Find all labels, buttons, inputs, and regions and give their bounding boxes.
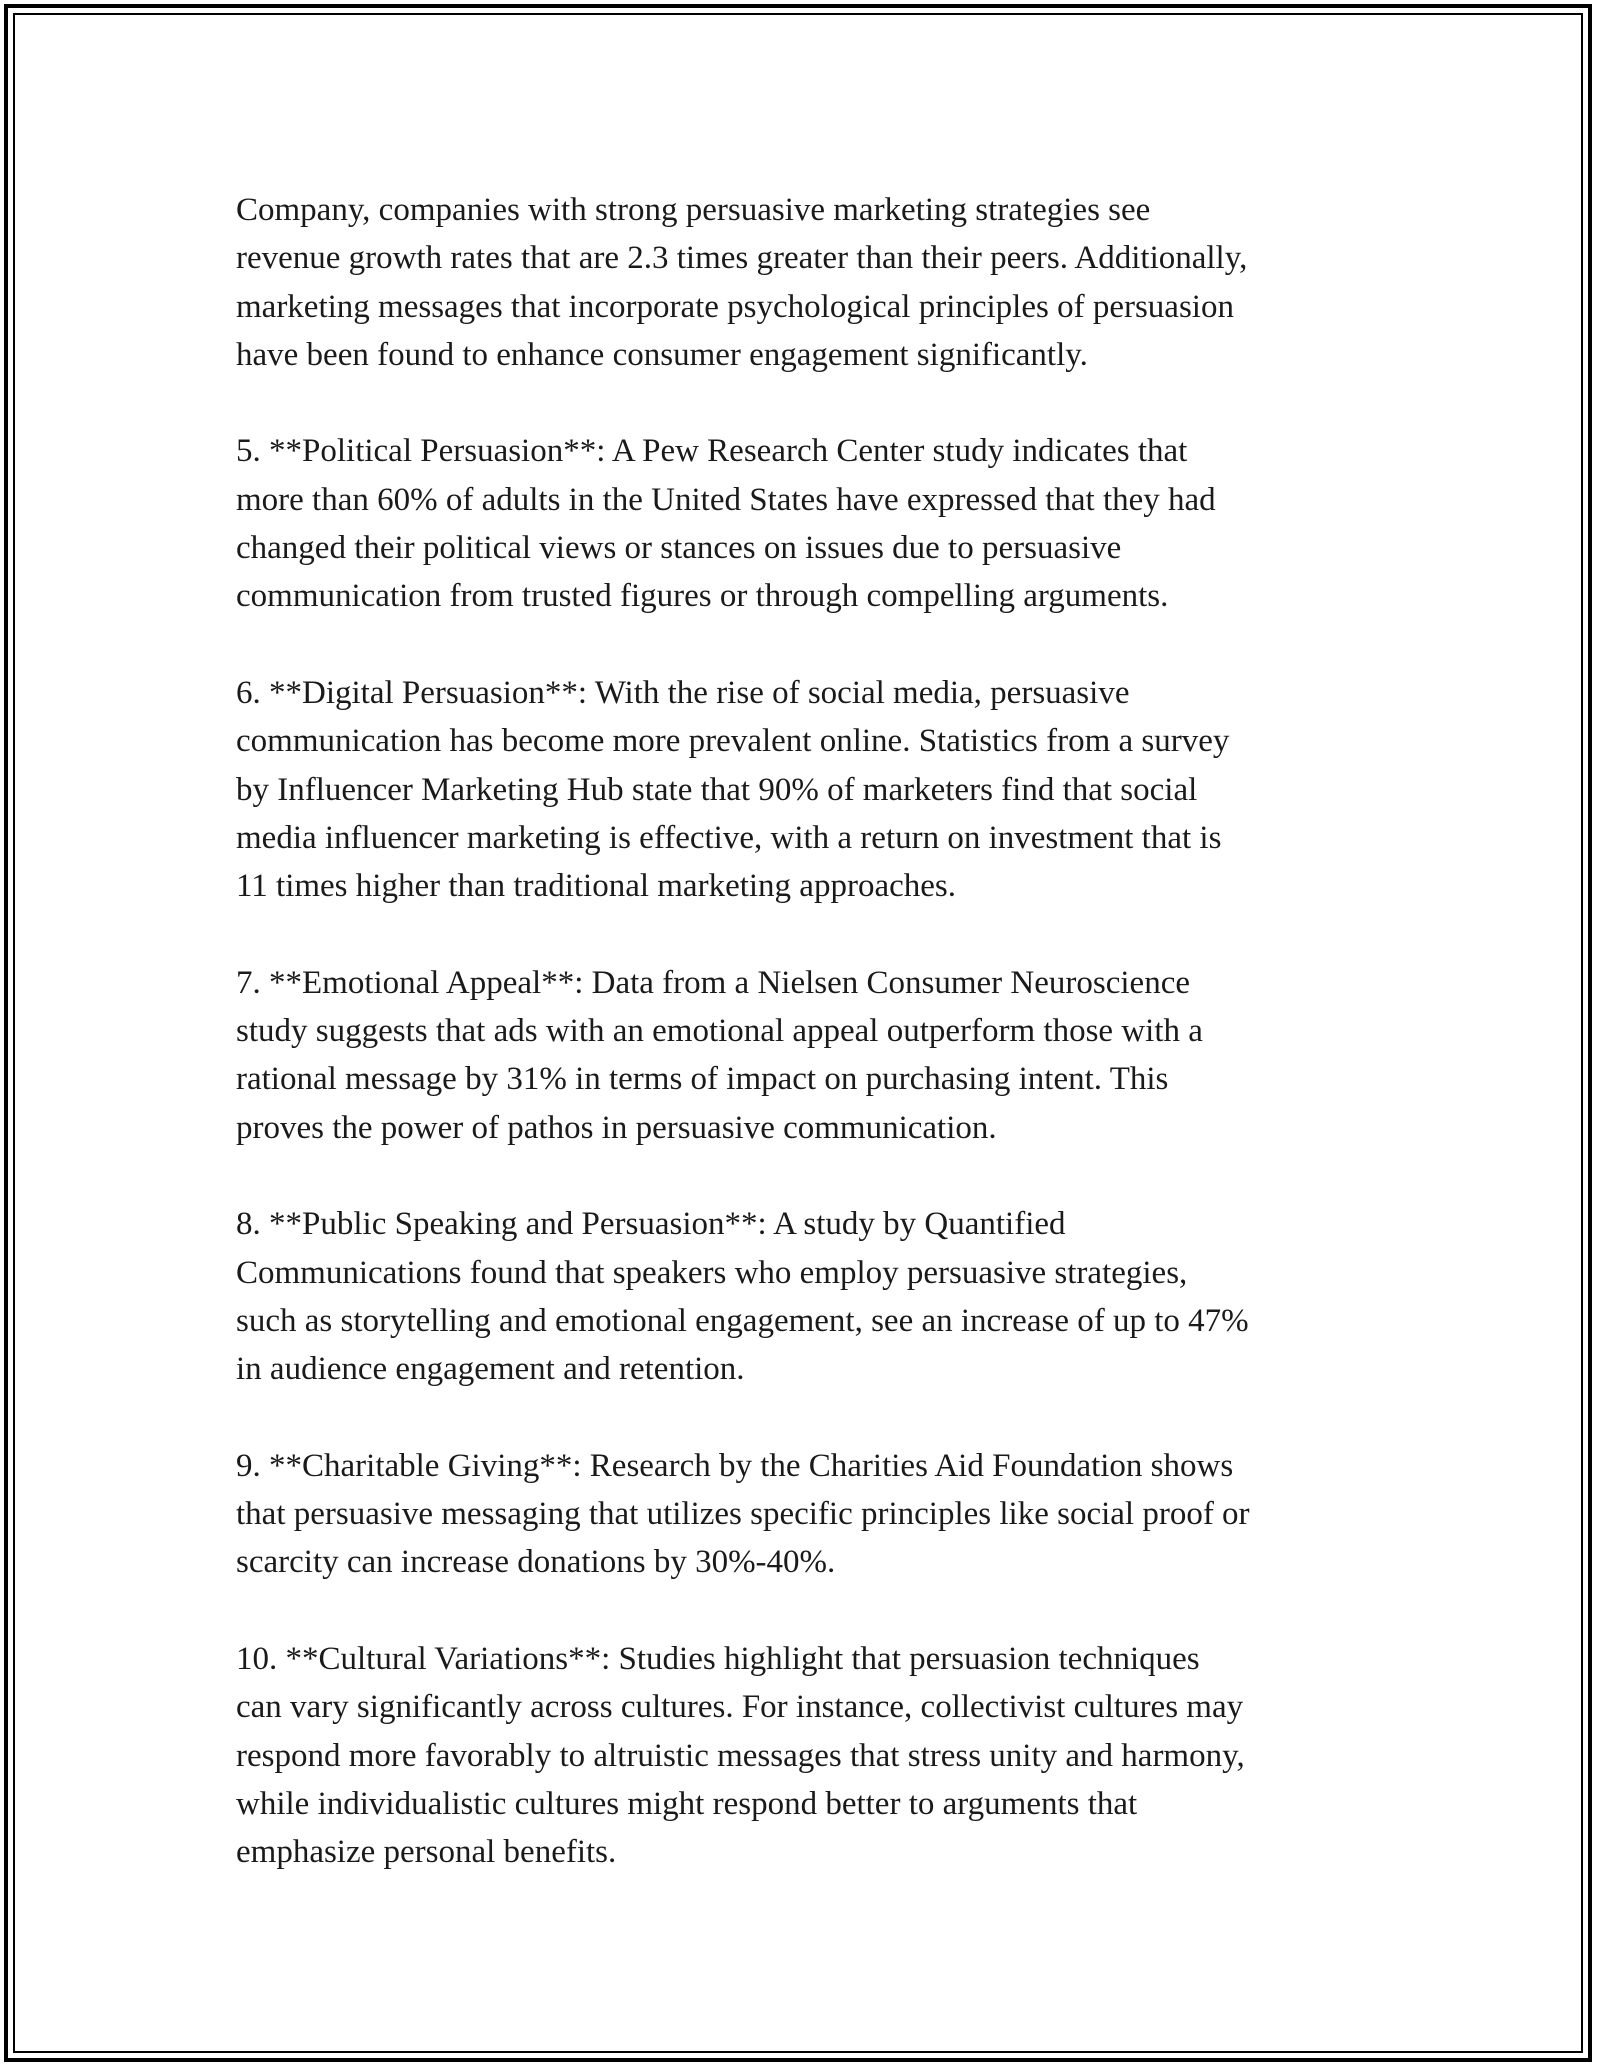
paragraph-public-speaking: 8. **Public Speaking and Persuasion**: A study by Quantified Communications found that speakers who employ persuasive strategies, such as storytelling and emotional engagement, see an increase of up to 47% in audience engagement and retention. (236, 1206, 1249, 1388)
paragraph-charitable-giving: 9. **Charitable Giving**: Research by the Charities Aid Foundation shows that persuasive messaging that utilizes specific principles like social proof or scarcity can increase donations by 30%-40%. (236, 1447, 1250, 1581)
paragraph-digital-persuasion: 6. **Digital Persuasion**: With the rise of social media, persuasive communication has become more prevalent online. Statistics from a survey by Influencer Marketing Hub state that 90% of marketers find that social media influencer marketing is effective, with a return on investment that is 11 times higher than traditional marketing approaches. (236, 674, 1230, 905)
document-body (236, 186, 1386, 1876)
paragraph-cultural-variations: 10. **Cultural Variations**: Studies highlight that persuasion techniques can vary significantly across cultures. For instance, collectivist cultures may respond more favorably to altruistic messages that stress unity and harmony, while individualistic cultures might respond better to arguments that emphasize personal benefits. (236, 1640, 1245, 1871)
paragraph-political-persuasion: 5. **Political Persuasion**: A Pew Research Center study indicates that more than 60% of adults in the United States have expressed that they had changed their political views or stances on issues due to persuasive communication from trusted figures or through compelling arguments. (236, 433, 1216, 615)
paragraph-intro-continuation: Company, companies with strong persuasive marketing strategies see revenue growth rates that are 2.3 times greater than their peers. Additionally, marketing messages that incorporate psychological principles of persuasion have been found to enhance consumer engagement significantly. (236, 192, 1248, 373)
paragraph-emotional-appeal: 7. **Emotional Appeal**: Data from a Nielsen Consumer Neuroscience study suggests that ads with an emotional appeal outperform those with a rational message by 31% in terms of impact on purchasing intent. This proves the power of pathos in persuasive communication. (236, 964, 1203, 1146)
